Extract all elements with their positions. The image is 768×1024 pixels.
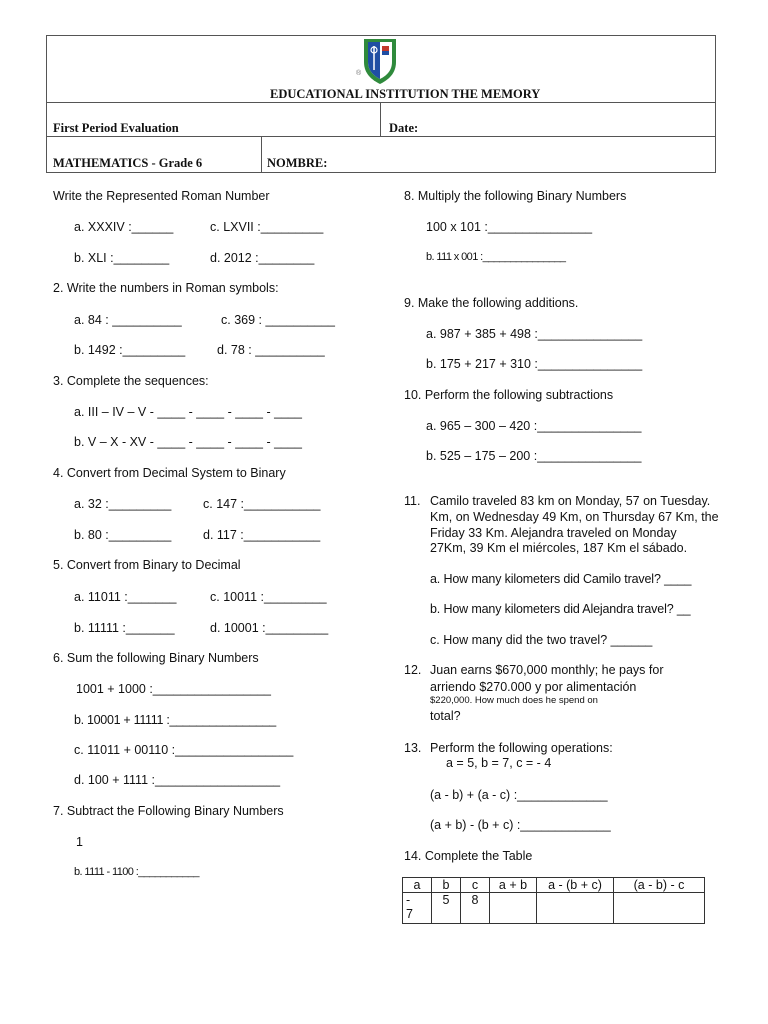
table-cell-ab-minus-c[interactable] <box>614 893 705 924</box>
question-5a[interactable]: a. 11011 :_______ <box>74 590 177 604</box>
question-11c[interactable]: c. How many did the two travel? ______ <box>430 633 653 647</box>
question-13-number: 13. <box>404 741 422 755</box>
question-2a[interactable]: a. 84 : __________ <box>74 313 182 327</box>
question-9a[interactable]: a. 987 + 385 + 498 :_______________ <box>426 327 643 341</box>
question-7: 7. Subtract the Following Binary Numbers <box>53 804 284 818</box>
school-shield-logo <box>360 36 400 86</box>
question-4a[interactable]: a. 32 :_________ <box>74 497 172 511</box>
question-11-line1: Camilo traveled 83 km on Monday, 57 on Tuesday. <box>430 494 711 508</box>
table-header-a: a <box>403 878 432 893</box>
question-6a[interactable]: 1001 + 1000 :_________________ <box>76 682 271 696</box>
question-6b[interactable]: b. 10001 + 11111 :________________ <box>74 713 276 727</box>
question-13-variables: a = 5, b = 7, c = - 4 <box>446 756 552 770</box>
question-12-line2: arriendo $270.000 y por alimentación <box>430 680 637 694</box>
question-11-line3: Friday 33 Km. Alejandra traveled on Monday <box>430 526 677 540</box>
question-11a[interactable]: a. How many kilometers did Camilo travel? ____ <box>430 572 692 586</box>
table-cell-a-value: 7 <box>406 907 413 921</box>
question-7b[interactable]: b. 1111 - 1100 :___________ <box>74 866 199 878</box>
question-12-line1: Juan earns $670,000 monthly; he pays for <box>430 663 664 677</box>
question-1b[interactable]: b. XLI :________ <box>74 251 170 265</box>
question-5: 5. Convert from Binary to Decimal <box>53 558 241 572</box>
table-row <box>403 893 705 924</box>
question-12-number: 12. <box>404 663 422 677</box>
table-cell-a-plus-b[interactable] <box>490 893 537 924</box>
name-label[interactable]: NOMBRE: <box>267 156 328 170</box>
question-6d[interactable]: d. 100 + 1111 :__________________ <box>74 773 281 787</box>
question-14: 14. Complete the Table <box>404 849 533 863</box>
question-4d[interactable]: d. 117 :___________ <box>203 528 321 542</box>
question-4b[interactable]: b. 80 :_________ <box>74 528 172 542</box>
table-cell-c: 8 <box>461 893 490 924</box>
question-10b[interactable]: b. 525 – 175 – 200 :_______________ <box>426 449 642 463</box>
question-8: 8. Multiply the following Binary Numbers <box>404 189 627 203</box>
question-1d[interactable]: d. 2012 :________ <box>210 251 315 265</box>
question-5d[interactable]: d. 10001 :_________ <box>210 621 329 635</box>
question-10a[interactable]: a. 965 – 300 – 420 :_______________ <box>426 419 642 433</box>
question-1a[interactable]: a. XXXIV :______ <box>74 220 174 234</box>
table-cell-a <box>403 893 432 924</box>
table-cell-a-sign: - <box>406 893 411 907</box>
question-8b[interactable]: b. 111 x 001 :_______________ <box>426 251 566 263</box>
question-4c[interactable]: c. 147 :___________ <box>203 497 321 511</box>
logo-dot: ® <box>356 70 362 77</box>
question-8a[interactable]: 100 x 101 :_______________ <box>426 220 593 234</box>
question-11-number: 11. <box>404 494 421 508</box>
question-11-line4: 27Km, 39 Km el miércoles, 187 Km el sábado. <box>430 541 688 555</box>
table-header-a-minus-bc: a - (b + c) <box>537 878 614 893</box>
question-4: 4. Convert from Decimal System to Binary <box>53 466 286 480</box>
question-2b[interactable]: b. 1492 :_________ <box>74 343 186 357</box>
question-6c[interactable]: c. 11011 + 00110 :_________________ <box>74 743 294 757</box>
table-header-b: b <box>432 878 461 893</box>
table-cell-a-minus-bc[interactable] <box>537 893 614 924</box>
question-5b[interactable]: b. 11111 :_______ <box>74 621 175 635</box>
table-header-c: c <box>461 878 490 893</box>
question-3b[interactable]: b. V – X - XV - ____ - ____ - ____ - ____ <box>74 435 302 449</box>
table-header-ab-minus-c: (a - b) - c <box>614 878 705 893</box>
evaluation-title: First Period Evaluation <box>53 121 179 135</box>
question-13a[interactable]: (a - b) + (a - c) :_____________ <box>430 788 608 802</box>
question-11b[interactable]: b. How many kilometers did Alejandra travel? __ <box>430 602 691 616</box>
question-9b[interactable]: b. 175 + 217 + 310 :_______________ <box>426 357 643 371</box>
table-header-a-plus-b: a + b <box>490 878 537 893</box>
question-10: 10. Perform the following subtractions <box>404 388 614 402</box>
question-11-line2: Km, on Wednesday 49 Km, on Thursday 67 Km, the <box>430 510 719 524</box>
question-7a: 1 <box>76 835 83 849</box>
question-13b[interactable]: (a + b) - (b + c) :_____________ <box>430 818 611 832</box>
question-13-line1: Perform the following operations: <box>430 741 613 755</box>
question-2d[interactable]: d. 78 : __________ <box>217 343 325 357</box>
table-header-row <box>403 878 705 893</box>
question-3a[interactable]: a. III – IV – V - ____ - ____ - ____ - ____ <box>74 405 302 419</box>
question-1: Write the Represented Roman Number <box>53 189 270 203</box>
question-3: 3. Complete the sequences: <box>53 374 209 388</box>
question-12-line3: $220,000. How much does he spend on <box>430 695 598 706</box>
question-6: 6. Sum the following Binary Numbers <box>53 651 259 665</box>
table-cell-b: 5 <box>432 893 461 924</box>
question-12-line4: total? <box>430 709 461 723</box>
question-9: 9. Make the following additions. <box>404 296 579 310</box>
date-label[interactable]: Date: <box>389 121 419 135</box>
question-2: 2. Write the numbers in Roman symbols: <box>53 281 279 295</box>
subject-label: MATHEMATICS - Grade 6 <box>53 156 203 170</box>
institution-name: EDUCATIONAL INSTITUTION THE MEMORY <box>270 87 541 101</box>
complete-table <box>402 877 705 924</box>
question-5c[interactable]: c. 10011 :_________ <box>210 590 327 604</box>
question-1c[interactable]: c. LXVII :_________ <box>210 220 324 234</box>
question-2c[interactable]: c. 369 : __________ <box>221 313 335 327</box>
